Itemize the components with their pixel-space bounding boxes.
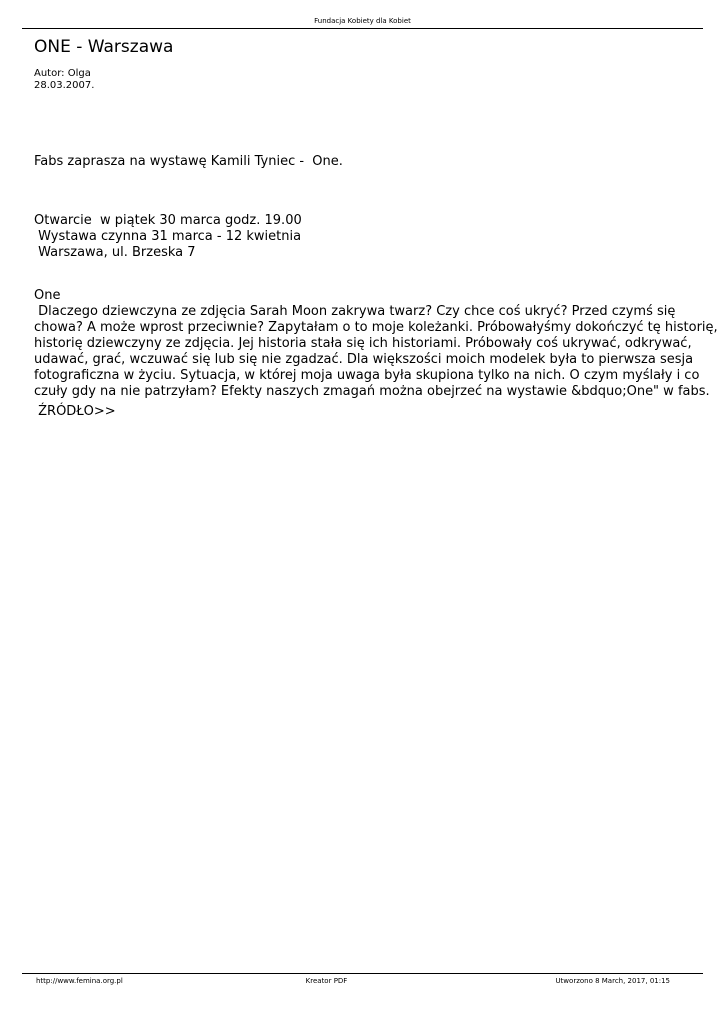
event-dates: Wystawa czynna 31 marca - 12 kwietnia <box>34 229 302 244</box>
body-line: chowa? A może wprost przeciwnie? Zapytałam o to moje koleżanki. Próbowałyśmy dokończyć tę historię, <box>34 320 718 335</box>
event-address: Warszawa, ul. Brzeska 7 <box>34 245 196 260</box>
article-body <box>34 288 718 400</box>
event-details <box>34 213 694 261</box>
body-line: One <box>34 288 61 303</box>
source-block <box>34 404 694 420</box>
body-line: Dlaczego dziewczyna ze zdjęcia Sarah Moon zakrywa twarz? Czy chce coś ukryć? Przed czymś się <box>34 304 676 319</box>
body-line: czuły gdy na nie patrzyłam? Efekty naszych zmagań można obejrzeć na wystawie &bdquo;One" w fabs. <box>34 384 710 399</box>
article-intro <box>34 154 694 170</box>
source-link[interactable]: ŹRÓDŁO>> <box>34 404 116 419</box>
footer-url[interactable]: http://www.femina.org.pl <box>36 977 123 985</box>
event-opening: Otwarcie w piątek 30 marca godz. 19.00 <box>34 213 302 228</box>
header-divider <box>22 28 703 29</box>
footer-created: Utworzono 8 March, 2017, 01:15 <box>555 977 670 985</box>
article-date: 28.03.2007. <box>34 80 95 91</box>
intro-text: Fabs zaprasza na wystawę Kamili Tyniec - One. <box>34 154 343 169</box>
footer-generator: Kreator PDF <box>305 977 348 985</box>
article-author: Autor: Olga <box>34 68 91 79</box>
body-line: fotograficzna w życiu. Sytuacja, w której moja uwaga była skupiona tylko na nich. O czym myślały i co <box>34 368 700 383</box>
article-title: ONE - Warszawa <box>34 37 174 57</box>
footer-divider <box>22 973 703 974</box>
body-line: historię dziewczyny ze zdjęcia. Jej historia stała się ich historiami. Próbowały coś ukrywać, odkrywać, <box>34 336 692 351</box>
site-title: Fundacja Kobiety dla Kobiet <box>314 17 411 25</box>
body-line: udawać, grać, wczuwać się lub się nie zgadzać. Dla większości moich modelek była to pierwsza sesja <box>34 352 694 367</box>
